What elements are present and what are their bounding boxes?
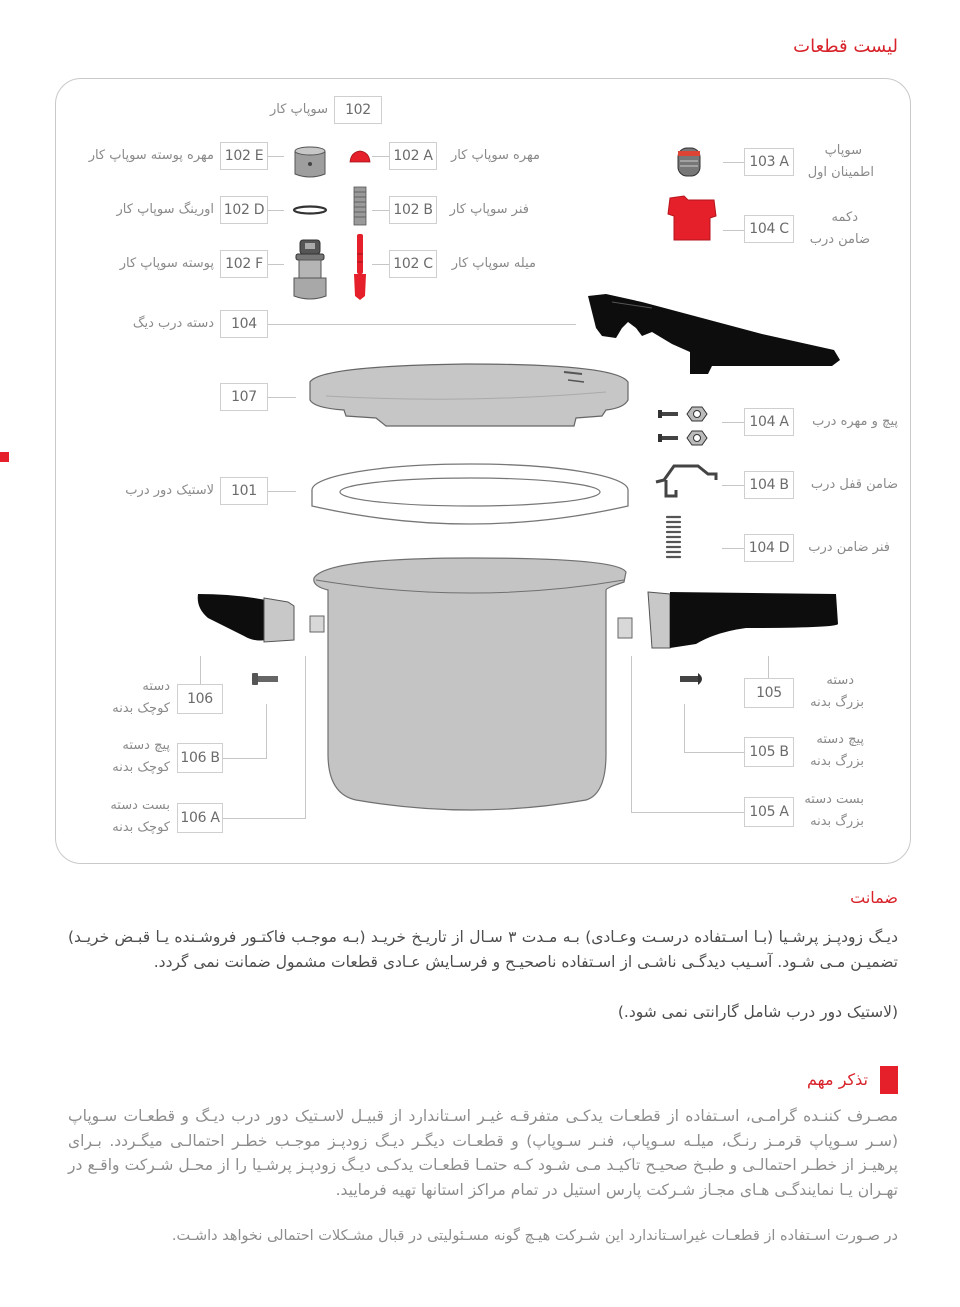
part-code-105b: 105 B: [744, 737, 794, 767]
important-note-marker-icon: [880, 1066, 898, 1094]
page-title: لیست قطعات: [793, 36, 898, 57]
part-label-102e: مهره پوسته سوپاپ کار: [88, 148, 214, 163]
part-label-106a-line2: کوچک بدنه: [112, 820, 170, 835]
leader-line: [268, 264, 284, 265]
leader-line: [268, 210, 284, 211]
part-label-106b-line2: کوچک بدنه: [112, 760, 170, 775]
part-label-104a: پیچ و مهره درب: [812, 414, 898, 429]
part-label-104c-line1: دکمه: [831, 210, 858, 225]
leader-line: [372, 210, 389, 211]
leader-line: [722, 548, 744, 549]
part-label-105b-line1: پیچ دسته: [816, 732, 864, 747]
warranty-body: دیـگ زودپـز پرشـیا (بـا اسـتفاده درسـت وعـادی) بـه مـدت ۳ سـال از تاریـخ خریـد (بـه موجـب فاکتـور فروشـنده یـا قبـض خریـد) تضمیـن مـی شـود. آسـیب دیدگـی ناشـی از اسـتفاده ناصحیـح و فرسـایش عـادی قطعات مشمول ضمانت نمی گردد.: [68, 928, 898, 971]
part-code-102d: 102 D: [220, 196, 268, 224]
safety-valve-icon: [676, 146, 702, 178]
part-code-104c: 104 C: [744, 215, 794, 243]
part-label-104d: فنر ضامن درب: [808, 540, 890, 555]
leader-line: [268, 324, 576, 325]
part-code-106b: 106 B: [177, 743, 223, 773]
part-label-105-line1: دسته: [826, 673, 854, 688]
large-body-handle-icon: [646, 588, 842, 650]
leader-line: [268, 156, 284, 157]
leader-line: [200, 656, 201, 684]
lock-spring-icon: [664, 514, 684, 560]
part-label-106a-line1: بست دسته: [110, 798, 170, 813]
leader-line: [268, 491, 296, 492]
part-label-106a: [110, 795, 170, 839]
part-label-104c: [810, 207, 870, 251]
leader-line: [722, 422, 744, 423]
important-note-title: تذکر مهم: [807, 1070, 868, 1089]
part-label-104c-line2: ضامن درب: [809, 232, 870, 247]
part-code-102b: 102 B: [389, 196, 437, 224]
leader-line: [268, 397, 296, 398]
part-code-102e: 102 E: [220, 142, 268, 170]
part-code-102: 102: [334, 96, 382, 124]
part-code-104a: 104 A: [744, 408, 794, 436]
pot-body-icon: [306, 554, 636, 816]
pot-lid-icon: [306, 352, 632, 438]
leader-line: [723, 230, 744, 231]
part-code-101: 101: [220, 477, 268, 505]
small-body-handle-icon: [194, 588, 298, 644]
part-code-102f: 102 F: [220, 250, 268, 278]
part-label-101: لاستیک دور درب: [125, 483, 214, 498]
part-code-106a: 106 A: [177, 803, 223, 833]
part-code-102c: 102 C: [389, 250, 437, 278]
leader-line: [223, 758, 267, 759]
leader-line: [631, 656, 632, 812]
page-edge-marker: [0, 452, 9, 462]
part-label-105: [810, 670, 864, 714]
warranty-note: (لاستیک دور درب شامل گارانتی نمی شود.): [617, 1003, 898, 1021]
leader-line: [768, 656, 769, 678]
part-label-103a-line2: اطمینان اول: [807, 165, 874, 180]
leader-line: [631, 812, 744, 813]
part-label-102b: فنر سوپاپ کار: [449, 202, 529, 217]
part-code-104: 104: [220, 310, 268, 338]
part-code-106: 106: [177, 684, 223, 714]
warranty-title: ضمانت: [850, 888, 898, 907]
part-label-103a-line1: سوپاپ: [824, 143, 862, 158]
lid-screws-nuts-icon: [656, 404, 712, 446]
leader-line: [723, 162, 744, 163]
valve-o-ring-icon: [292, 205, 328, 215]
valve-nut-red-icon: [348, 150, 372, 164]
part-label-105b: [810, 729, 864, 773]
part-label-103a: [808, 140, 874, 184]
part-label-106-line2: کوچک بدنه: [112, 701, 170, 716]
part-label-104: دسته درب دیگ: [132, 316, 214, 331]
leader-line: [223, 818, 306, 819]
part-label-102: سوپاپ کار: [270, 102, 328, 117]
part-code-104d: 104 D: [744, 534, 794, 562]
part-code-102a: 102 A: [389, 142, 437, 170]
part-label-106: [112, 676, 170, 720]
leader-line: [372, 156, 389, 157]
valve-housing-icon: [290, 238, 330, 304]
part-label-105-line2: بزرگ بدنه: [810, 695, 864, 710]
important-note-body: مصـرف کننـده گرامـی، اسـتفاده از قطعـات یدکـی متفرقـه غیـر اسـتاندارد از قبیـل لاسـتیک دور درب دیـگ و قطعـات سـوپاپ (سـر سـوپاپ قرمـز رنـگ، میلـه سـوپاپ، فنـر سـوپاپ) و قطعـات دیگـر دیـگ زودپـز موجـب خطـر احتمالـی میگـردد. بـرای پرهیـز از خطـر احتمالـی و طبـخ صحیـح تاکیـد مـی شـود کـه حتمـا قطعـات یدکـی دیـگ زودپـز پرشـیا را از محـل شـرکت واقـع در تهـران یـا نمایندگـی هـای مجـاز شـرکت پارس استیل در تمام مراکز استانها تهیه فرمایید.: [68, 1107, 898, 1199]
valve-stem-red-icon: [350, 232, 370, 302]
large-handle-screw-icon: [678, 672, 708, 686]
part-label-106b-line1: پیچ دسته: [122, 738, 170, 753]
part-label-106-line1: دسته: [142, 679, 170, 694]
part-label-106b: [112, 735, 170, 779]
lid-gasket-icon: [308, 456, 632, 536]
part-code-107: 107: [220, 383, 268, 411]
part-label-105a-line2: بزرگ بدنه: [810, 814, 864, 829]
part-code-103a: 103 A: [744, 148, 794, 176]
part-label-102f: پوسته سوپاپ کار: [119, 256, 214, 271]
part-code-104b: 104 B: [744, 471, 794, 499]
leader-line: [684, 704, 685, 752]
valve-housing-nut-icon: [292, 144, 328, 180]
part-label-105b-line2: بزرگ بدنه: [810, 754, 864, 769]
part-code-105a: 105 A: [744, 797, 794, 827]
part-label-105a: [804, 789, 864, 833]
part-code-105: 105: [744, 678, 794, 708]
valve-spring-icon: [353, 186, 367, 226]
lock-button-red-icon: [666, 194, 718, 244]
part-label-102c: میله سوپاپ کار: [451, 256, 536, 271]
leader-line: [266, 704, 267, 758]
part-label-102a: مهره سوپاپ کار: [450, 148, 540, 163]
small-handle-screw-icon: [250, 672, 280, 686]
part-label-105a-line1: بست دسته: [804, 792, 864, 807]
part-label-104b: ضامن قفل درب: [810, 477, 898, 492]
leader-line: [722, 485, 744, 486]
leader-line: [305, 656, 306, 818]
important-note-disclaimer: در صـورت اسـتفاده از قطعـات غیراسـتاندارد این شـرکت هیـچ گونه مسـئولیتی در قبال مشـکلات احتمالی نخواهد داشـت.: [171, 1228, 898, 1244]
part-label-102d: اورینگ سوپاپ کار: [116, 202, 214, 217]
leader-line: [684, 752, 744, 753]
leader-line: [372, 264, 389, 265]
lid-lock-latch-icon: [654, 462, 718, 500]
